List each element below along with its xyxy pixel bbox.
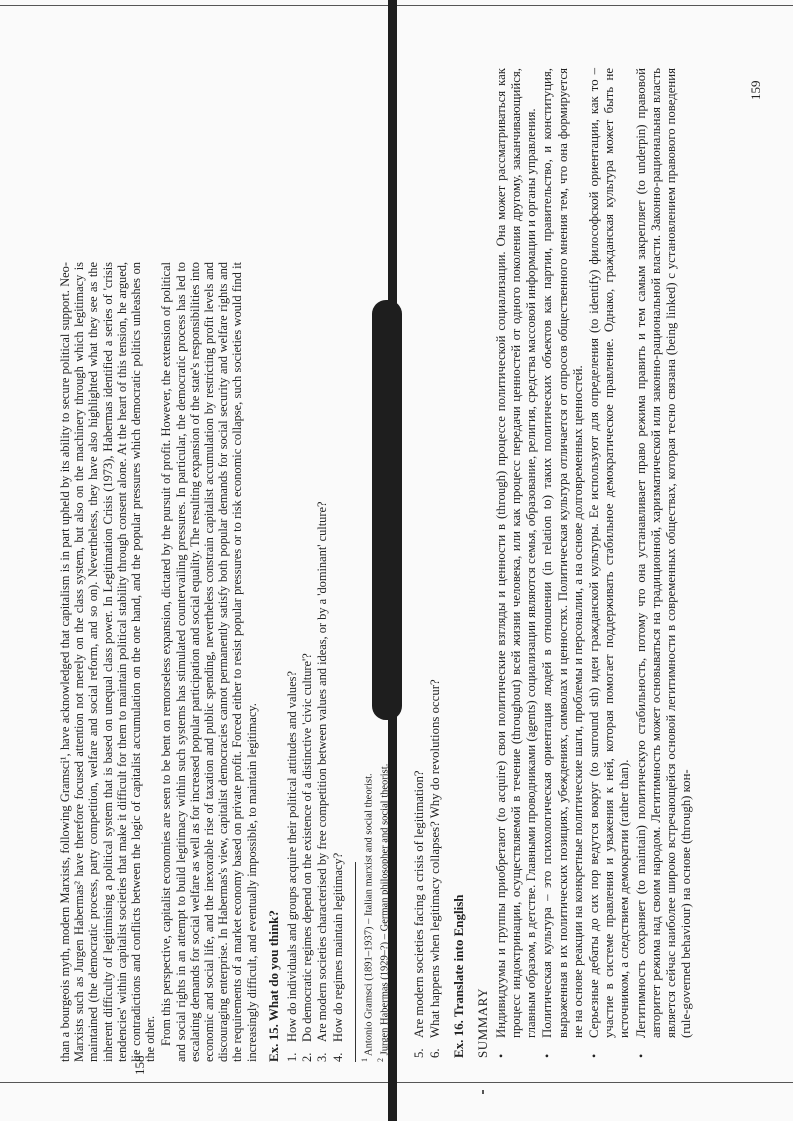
left-paragraph-2: From this perspective, capitalist economies are seen to be bent on remorseless expansion, dictated by the pursuit of profit. However, the extension of political and social rights in an attempt to build legitimacy within such systems has stimulated countervailing pressures. In particular, the democratic process has led to escalating demands for social welfare as well as for increased popular participation and social equality. The resulting expansion of the state's responsibilities into economic and social life, and the inexorable rise of taxation and public spending, nevertheless constrain capitalist accumulation by restricting profit levels and discouraging enterprise. In Habermas's view, capitalist democracies cannot permanently satisfy both popular demands for social security and welfare rights and the requirements of a market economy based on private profit. Forced either to resist popular pressures or to risk economic collapse, such societies would find it increasingly difficult, and eventually impossible, to maintain legitimacy. [159,262,259,1062]
summary-heading: SUMMARY [474,988,490,1058]
book-spine-shadow-wide [372,300,402,720]
question-item: 1. How do individuals and groups acquire their political attitudes and values? [285,671,300,1062]
right-page-number: 159 [748,80,763,100]
question-item: 3. Are modern societies characterised by free competition between values and ideas, or by a 'dominant' culture? [315,501,330,1062]
exercise-15-questions [285,262,345,1062]
left-page [58,262,391,1062]
left-page-number: 158 [132,1055,147,1075]
question-item: 5. Are modern societies facing a crisis of legitimation? [412,770,426,1058]
bullet-dot-icon: • [540,1053,555,1058]
right-page [412,68,754,1058]
scan-speck [482,1090,484,1094]
question-item: 6. What happens when legitimacy collapses? Why do revolutions occur? [428,679,443,1058]
question-item: 4. How do regimes maintain legitimacy? [330,852,345,1062]
summary-bullets [494,68,695,1058]
summary-bullet: • Политическая культура – это психологическая ориентация людей в отношении (in relation to) таких политических объектов как партии, правительство, и конституция, выраженная в их политических позициях, убеждениях, символах и ценностях. Политическая культура отличается от опросов общественного мнения тем, что она формируется не на основе реакции на конкретные политические шаги, проблемы и персоналии, а на основе долговременных ценностей. [540,68,585,1058]
bullet-dot-icon: • [633,1053,648,1058]
exercise-16-title: Ex. 16. Translate into English [451,894,467,1058]
footnote: $^2$ Jurgen Habermas (1929–?) – German philosopher and social theorist. [376,763,391,1062]
question-item: 2. Do democratic regimes depend on the existence of a distinctive 'civic culture'? [300,653,315,1062]
footnote: $^1$ Antonio Gramsci (1891–1937) – Italian marxist and social theorist. [359,773,375,1062]
summary-bullet: • Легитимность сохраняет (to maintain) политическую стабильность, потому что она устанавливает право режима править и тем самым закрепляет (to underpin) правовой авторитет режима над своим народом. Легитимность может основываться на традиционной, харизматической или законно-рациональной власти. Законно-рациональная власть является сейчас наиболее широко встречающейся основой легитимности в современных обществах, которая тесно связана (being linked) с установлением правового поведения (rule-governed behaviour) на основе (through) кон- [633,68,694,1058]
summary-bullet: • Индивидуумы и группы приобретают (to acquire) свои политические взгляды и ценности в (through) процессе политической социализации. Она может рассматриваться как процесс индоктринации, осуществляемой в течение (throughout) всей жизни человека, или как процесс передачи ценностей от одного поколения другому, заканчивающийся, главным образом, в детстве. Главными проводниками (agents) социализации являются семья, образование, религия, средства массовой информации и органы управления. [493,68,539,1058]
summary-bullet: • Серьезные дебаты до сих пор ведутся вокруг (to surround sth) идеи гражданской культуры. Ее используют для определения (to identify) философской ориентации, как то – участие в системе правления и уважения к ней, которая помогает поддерживать стабильное демократическое правление. Однако, гражданская культура может быть не источником, а следствием демократии (rather than). [587,68,632,1058]
exercise-15-title: Ex. 15. What do you think? [265,910,281,1062]
left-paragraph-1: than a bourgeois myth, modern Marxists, following Gramsci¹, have acknowledged that capitalism is in part upheld by its ability to secure political support. Neo-Marxists such as Jurgen Habermas² have therefore focused attention not merely on the class system, but also on the machinery through which legitimacy is maintained (the democratic process, party competition, welfare and social reform, and so on). Nevertheless, they have also highlighted what they see as the inherent difficulty of legitimising a political system that is based on unequal class power. In Legitimation Crisis (1973), Habermas identified a series of 'crisis tendencies' within capitalist societies that make it difficult for them to maintain political stability through consent alone. At the heart of this tension, he argued, lie contradictions and conflicts between the logic of capitalist accumulation on the one hand, and the popular pressures which democratic politics unleashes on the other. [58,262,158,1062]
footnotes [355,763,392,1062]
exercise-15-questions-continued [412,68,443,1058]
bullet-dot-icon: • [587,1053,602,1058]
bullet-dot-icon: • [493,1053,508,1058]
